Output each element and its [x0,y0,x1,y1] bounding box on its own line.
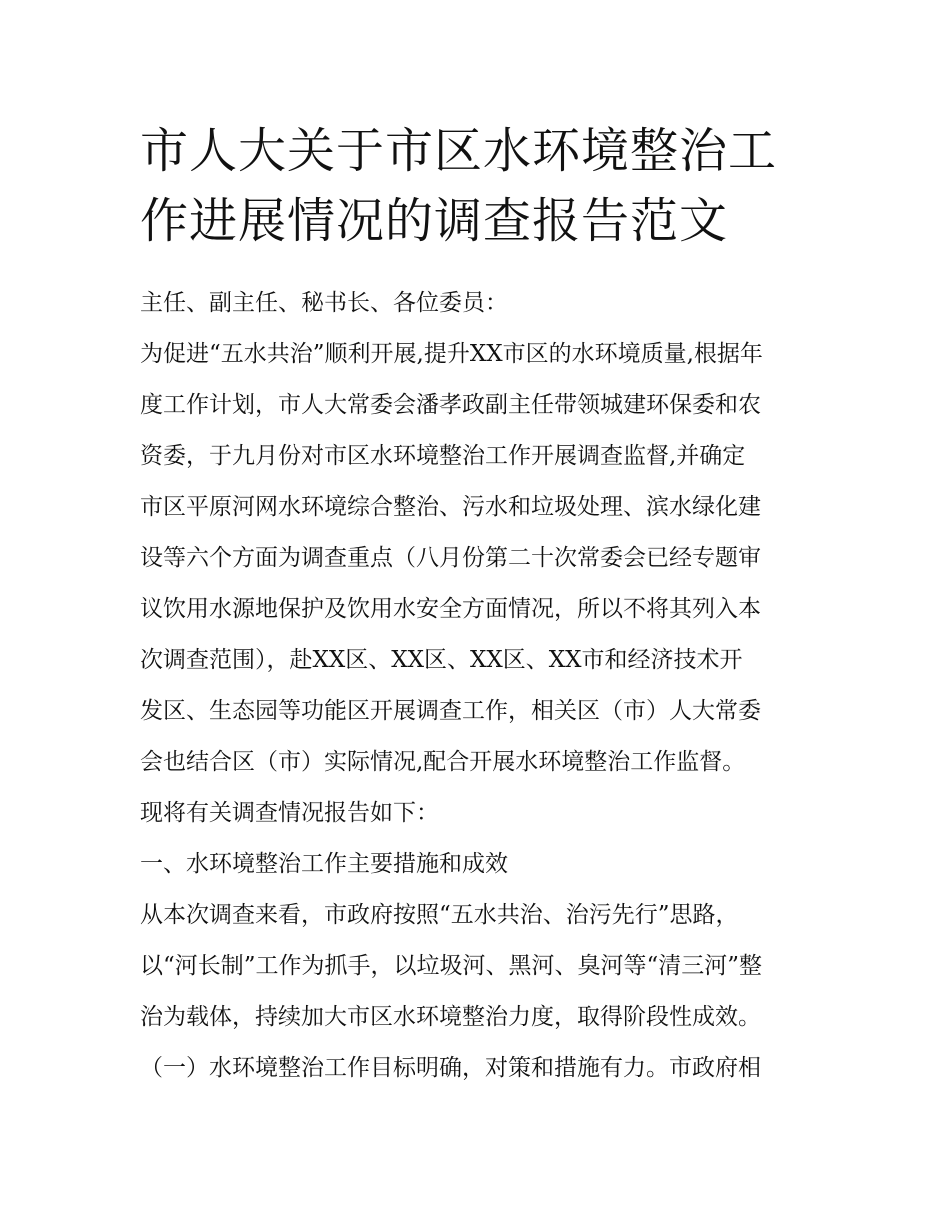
document-title [140,116,840,256]
body-line: 度工作计划，市人大常委会潘孝政副主任带领城建环保委和农 [140,392,761,418]
salutation: 主任、副主任、秘书长、各位委员： [140,290,508,316]
body-line: 市区平原河网水环境综合整治、污水和垃圾处理、滨水绿化建 [140,494,761,520]
body-line: 现将有关调查情况报告如下： [140,800,439,826]
document-body [140,278,820,1094]
title-line-2: 作进展情况的调查报告范文 [140,193,729,249]
body-line: 资委，于九月份对市区水环境整治工作开展调查监督,并确定 [140,443,746,469]
section-heading: 一、水环境整治工作主要措施和成效 [140,851,508,877]
body-line: 议饮用水源地保护及饮用水安全方面情况，所以不将其列入本 [140,596,761,622]
body-line: 会也结合区（市）实际情况,配合开展水环境整治工作监督。 [140,749,746,775]
body-line: 发区、生态园等功能区开展调查工作，相关区（市）人大常委 [140,698,761,724]
body-line: 治为载体，持续加大市区水环境整治力度，取得阶段性成效。 [140,1004,761,1030]
subsection-line: （一）水环境整治工作目标明确，对策和措施有力。市政府相 [140,1055,761,1081]
body-line: 次调查范围），赴XX区、XX区、XX区、XX市和经济技术开 [140,647,743,673]
title-line-1: 市人大关于市区水环境整治工 [140,123,778,179]
body-line: 为促进“五水共治”顺利开展,提升XX市区的水环境质量,根据年 [140,341,763,367]
body-line: 从本次调查来看，市政府按照“五水共治、治污先行”思路， [140,902,739,928]
body-line: 以“河长制”工作为抓手，以垃圾河、黑河、臭河等“清三河”整 [140,953,763,979]
body-line: 设等六个方面为调查重点（八月份第二十次常委会已经专题审 [140,545,761,571]
